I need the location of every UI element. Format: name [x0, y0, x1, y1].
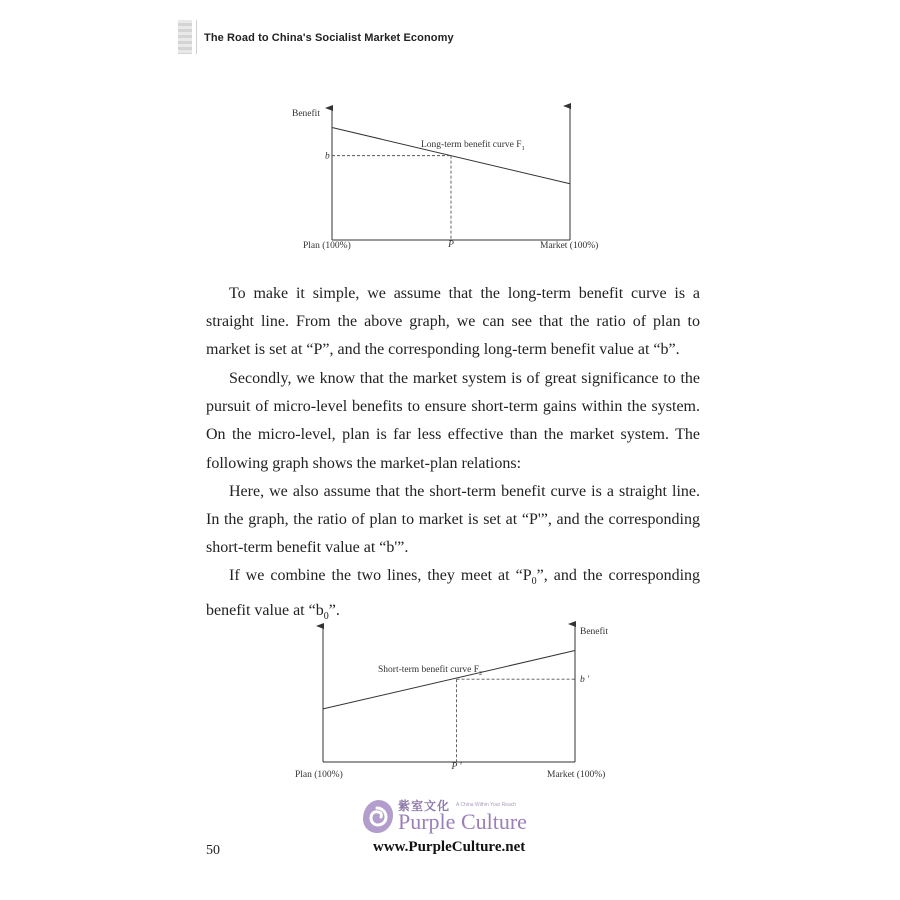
chart2-plan-label: Plan (100%)	[295, 770, 343, 780]
chart2-b-label: b '	[580, 675, 590, 686]
watermark-chinese-name: 紫室文化	[398, 799, 451, 813]
chart2-curve-label	[378, 664, 482, 677]
b0-subscript: 0	[323, 611, 329, 622]
chart2-p-label: P '	[451, 762, 462, 772]
chart1-ylabel: Benefit	[292, 109, 320, 119]
chart2-market-label: Market (100%)	[547, 770, 606, 780]
paragraph-group-2	[206, 365, 700, 631]
running-header	[178, 18, 738, 58]
paragraph-group-1	[206, 280, 700, 365]
book-title: The Road to China's Socialist Market Economy	[204, 32, 454, 44]
chart1-curve-title: Long-term benefit curve F	[421, 140, 522, 150]
chart1-plan-label: Plan (100%)	[303, 241, 351, 251]
short-term-benefit-chart	[280, 615, 640, 785]
chart1-curve-label	[421, 139, 525, 152]
p0-subscript: 0	[531, 576, 537, 588]
chart1-p-label: P	[448, 240, 454, 250]
watermark-tagline: A China Within Your Reach	[456, 802, 517, 808]
paragraph-1: To make it simple, we assume that the long-term benefit curve is a straight line. From the above graph, we can see that the ratio of plan to market is set at “P”, and the corresponding long-term benefit value at “b”.	[206, 285, 700, 359]
header-decoration	[178, 20, 192, 54]
page-number: 50	[206, 843, 220, 858]
paragraph-4-part-1: If we combine the two lines, they meet at “P	[229, 567, 532, 585]
chart1-b-label: b	[325, 151, 330, 162]
purple-culture-logo-icon	[360, 797, 396, 837]
chart2-benefit-curve	[323, 651, 575, 709]
paragraph-2: Secondly, we know that the market system is of great significance to the pursuit of micro-level benefits to ensure short-term gains within the system. On the micro-level, plan is far less effective than the market system. The following graph shows the market-plan relations:	[206, 370, 700, 472]
watermark-url: www.PurpleCulture.net	[373, 839, 526, 855]
purple-culture-watermark	[360, 795, 560, 865]
paragraph-3: Here, we also assume that the short-term benefit curve is a straight line. In the graph, the ratio of plan to market is set at “P'”, and the corresponding short-term benefit value at “b'”.	[206, 482, 700, 557]
chart1-curve-subscript: 1	[521, 145, 525, 152]
watermark-brand: Purple Culture	[398, 809, 527, 834]
chart2-ylabel: Benefit	[580, 627, 608, 637]
header-divider	[196, 20, 197, 54]
paragraph-4-part-2: ”, and the corresponding benefit value at “b	[206, 567, 701, 619]
long-term-benefit-chart	[280, 95, 640, 260]
chart1-market-label: Market (100%)	[540, 241, 599, 251]
chart2-curve-title: Short-term benefit curve F	[378, 665, 480, 675]
chart2-curve-subscript: 2	[479, 670, 483, 677]
paragraph-4-part-3: ”.	[328, 601, 340, 619]
